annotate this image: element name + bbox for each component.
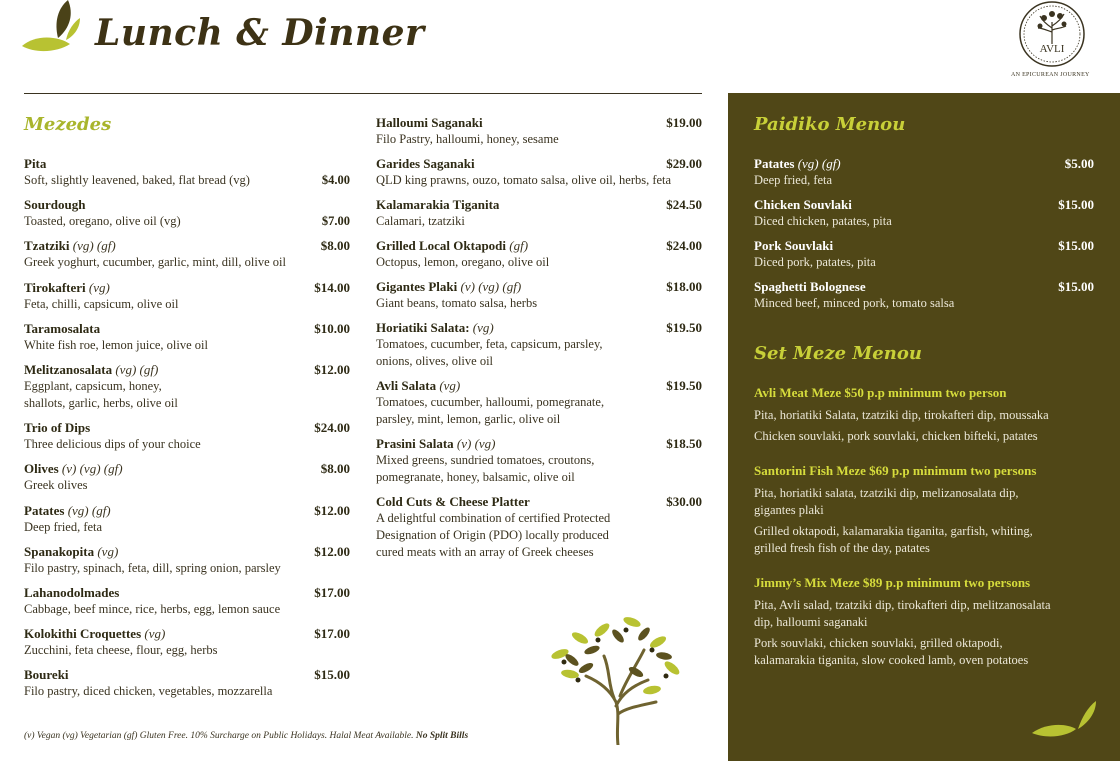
set-meze-item-title: Avli Meat Meze $50 p.p minimum two person — [754, 385, 1007, 400]
menu-item-name: Prasini Salata — [376, 436, 454, 451]
menu-item — [24, 667, 350, 700]
menu-item-name: Horiatiki Salata: — [376, 320, 470, 335]
menu-item-title — [24, 197, 85, 213]
menu-item-head — [376, 378, 702, 394]
menu-item-head — [24, 420, 350, 436]
set-meze-course — [754, 523, 1100, 557]
kids-menu-item-head — [754, 279, 1094, 295]
menu-item-desc: Three delicious dips of your choice — [24, 437, 201, 452]
menu-item-name: Cold Cuts & Cheese Platter — [376, 494, 530, 509]
menu-item-desc: Soft, slightly leavened, baked, flat bread (vg) — [24, 173, 250, 187]
menu-item — [376, 238, 702, 271]
menu-item-head — [24, 585, 350, 601]
dietary-tag: (v) (vg) — [456, 436, 496, 451]
kids-menu-item — [754, 197, 1094, 230]
menu-item-price: $30.00 — [666, 494, 702, 509]
kids-menu-item-desc: Diced chicken, patates, pita — [754, 214, 892, 228]
avli-brand-logo-icon — [1012, 0, 1092, 72]
menu-item-head — [24, 362, 350, 378]
menu-item-price: $18.50 — [666, 436, 702, 451]
footer-bold: No Split Bills — [415, 731, 469, 741]
dietary-tag: (vg) — [144, 626, 166, 642]
dietary-tag: (vg) — [88, 279, 110, 295]
menu-item-title — [24, 156, 46, 172]
menu-item-title — [376, 115, 483, 131]
set-meze-title: Set Meze Menou — [754, 343, 922, 364]
kids-menu-item-head — [754, 156, 1094, 172]
menu-item — [376, 494, 702, 561]
menu-item-head — [376, 156, 702, 172]
paidiko-title: Paidiko Menou — [754, 114, 906, 135]
menu-item-desc: Octopus, lemon, oregano, olive oil — [376, 255, 550, 269]
set-meze-course-line: kalamarakia tiganita, slow cooked lamb, oven potatoes — [754, 653, 1029, 667]
menu-item-name: Halloumi Saganaki — [376, 115, 483, 130]
set-meze-course — [754, 428, 1100, 445]
menu-item-name: Gigantes Plaki — [376, 279, 458, 294]
menu-item-price: $18.00 — [666, 279, 702, 294]
menu-item-head — [24, 667, 350, 683]
menu-item-price: $8.00 — [320, 461, 350, 477]
set-meze-course-line: dip, halloumi saganaki — [754, 615, 868, 629]
menu-item-desc-row — [24, 213, 350, 230]
dietary-tag: (vg) — [97, 543, 119, 559]
dietary-tag: (vg) (gf) — [115, 361, 159, 377]
menu-item-name: Melitzanosalata — [24, 361, 113, 377]
set-meze-item-title: Santorini Fish Meze $69 p.p minimum two persons — [754, 463, 1037, 478]
menu-item — [24, 321, 350, 354]
menu-item — [376, 320, 702, 370]
menu-item-name: Taramosalata — [24, 320, 101, 336]
menu-item-desc: pomegranate, honey, balsamic, olive oil — [376, 470, 575, 484]
dietary-tag: (vg) — [472, 320, 494, 335]
menu-item — [24, 362, 350, 412]
menu-item-name: Kalamarakia Tiganita — [376, 197, 500, 212]
menu-item-desc: Calamari, tzatziki — [376, 214, 465, 228]
menu-item-price: $15.00 — [314, 667, 350, 683]
menu-item-title — [24, 420, 90, 436]
kids-menu-item-title — [754, 279, 866, 295]
menu-item-head — [24, 461, 350, 477]
menu-item-name: Grilled Local Oktapodi — [376, 238, 507, 253]
kids-menu-item — [754, 279, 1094, 312]
set-meze-course-line: Chicken souvlaki, pork souvlaki, chicken bifteki, patates — [754, 429, 1038, 443]
page-title: Lunch & Dinner — [95, 12, 425, 54]
menu-item-desc: Deep fried, feta — [24, 519, 103, 534]
kids-menu-item — [754, 156, 1094, 189]
kids-menu-item-price: $5.00 — [1064, 156, 1094, 171]
menu-item — [24, 238, 350, 271]
menu-item-price: $24.50 — [666, 197, 702, 212]
menu-item-title — [376, 156, 475, 172]
olive-leaf-corner-icon — [1030, 697, 1100, 741]
menu-item-title — [24, 585, 119, 601]
menu-item-price: $4.00 — [321, 173, 350, 187]
menu-item-name: Tzatziki — [24, 238, 70, 254]
menu-item-title — [376, 238, 528, 254]
menu-item-head — [24, 544, 350, 560]
menu-item-title — [24, 461, 123, 477]
menu-item-head — [24, 280, 350, 296]
menu-item-title — [24, 544, 118, 560]
menu-item-title — [24, 626, 165, 642]
menu-item-title — [24, 321, 100, 337]
menu-item-desc: A delightful combination of certified Protected — [376, 511, 611, 525]
menu-item-desc: Greek olives — [24, 478, 88, 493]
mains-list — [376, 115, 702, 569]
olive-tree-icon — [540, 610, 690, 745]
brand-tagline: AN EPICUREAN JOURNEY — [1011, 72, 1090, 78]
menu-item-head — [24, 197, 350, 213]
menu-item — [24, 280, 350, 313]
menu-item-price: $12.00 — [314, 361, 350, 377]
menu-item-head — [376, 197, 702, 213]
menu-item — [376, 115, 702, 148]
menu-item-title — [24, 667, 69, 683]
menu-item — [24, 626, 350, 659]
set-meze-item — [754, 463, 1100, 557]
menu-item-head — [24, 156, 350, 172]
menu-item-title — [376, 197, 499, 213]
kids-menu-item-title — [754, 238, 833, 254]
footer-note — [24, 731, 468, 741]
dietary-tag: (vg) (gf) — [72, 238, 116, 254]
menu-item-title — [24, 362, 158, 378]
menu-item-price: $29.00 — [666, 156, 702, 171]
set-meze-course-line: Pita, horiatiki Salata, tzatziki dip, tirokafteri dip, moussaka — [754, 408, 1049, 422]
menu-item-price: $24.00 — [314, 420, 350, 436]
menu-item-desc: Greek yoghurt, cucumber, garlic, mint, dill, olive oil — [24, 255, 286, 270]
olive-leaf-logo-icon — [18, 0, 88, 60]
dietary-tag: (v) (vg) (gf) — [460, 279, 522, 294]
menu-item-price: $8.00 — [320, 238, 350, 254]
menu-item-name: Spanakopita — [24, 543, 95, 559]
menu-item-price: $19.50 — [666, 378, 702, 393]
set-meze-course — [754, 635, 1100, 669]
menu-item-desc: Filo pastry, diced chicken, vegetables, mozzarella — [24, 684, 273, 699]
menu-item — [24, 197, 350, 230]
brand-name: AVLI — [1039, 43, 1065, 55]
menu-item-price: $12.00 — [314, 543, 350, 559]
kids-menu-item-name: Patates — [754, 156, 795, 171]
menu-item-desc: Feta, chilli, capsicum, olive oil — [24, 296, 179, 311]
menu-item-desc: Tomatoes, cucumber, feta, capsicum, parsley, — [376, 337, 603, 351]
menu-item-title — [376, 320, 494, 336]
menu-item-head — [376, 436, 702, 452]
menu-item-desc: Filo Pastry, halloumi, honey, sesame — [376, 132, 559, 146]
header-divider — [24, 93, 702, 94]
set-meze-item-title: Jimmy’s Mix Meze $89 p.p minimum two persons — [754, 575, 1031, 590]
menu-item-desc-row — [24, 172, 350, 189]
menu-item-head — [24, 626, 350, 642]
menu-item-desc: shallots, garlic, herbs, olive oil — [24, 395, 178, 410]
menu-item-name: Olives — [24, 461, 59, 477]
menu-item-desc: Toasted, oregano, olive oil (vg) — [24, 214, 181, 229]
menu-item-price: $7.00 — [321, 214, 350, 229]
set-meze-course-line: Pita, horiatiki salata, tzatziki dip, melizanosalata dip, — [754, 486, 1019, 500]
menu-item-name: Garides Saganaki — [376, 156, 475, 171]
set-meze-course-line: Pita, Avli salad, tzatziki dip, tirokafteri dip, melitzanosalata — [754, 598, 1051, 612]
set-meze-item — [754, 385, 1100, 445]
dietary-tag: (vg) — [439, 378, 461, 393]
menu-item-desc: Zucchini, feta cheese, flour, egg, herbs — [24, 643, 218, 658]
menu-item-price: $12.00 — [314, 502, 350, 518]
footer-text: (v) Vegan (vg) Vegetarian (gf) Gluten Free. 10% Surcharge on Public Holidays. Halal Meat Available. — [24, 731, 414, 741]
menu-item-desc: Designation of Origin (PDO) locally produced — [376, 528, 609, 542]
menu-item-price: $17.00 — [314, 626, 350, 642]
set-meze-course-line: grilled fresh fish of the day, patates — [754, 541, 930, 555]
menu-item-title — [376, 279, 521, 295]
menu-item-desc: Mixed greens, sundried tomatoes, croutons, — [376, 453, 595, 467]
set-meze-course — [754, 597, 1100, 631]
menu-item-price: $14.00 — [314, 279, 350, 295]
set-meze-list — [754, 385, 1100, 687]
menu-item-name: Patates — [24, 502, 65, 518]
menu-item-title — [376, 494, 530, 510]
menu-item-price: $17.00 — [314, 584, 350, 600]
menu-item-price: $19.50 — [666, 320, 702, 335]
menu-item-desc: onions, olives, olive oil — [376, 354, 494, 368]
menu-item — [376, 279, 702, 312]
menu-item-name: Boureki — [24, 667, 69, 683]
kids-menu-item-head — [754, 238, 1094, 254]
menu-item-head — [24, 238, 350, 254]
mezedes-title: Mezedes — [24, 114, 112, 135]
menu-item-title — [24, 503, 111, 519]
menu-item-title — [376, 436, 496, 452]
menu-item-name: Lahanodolmades — [24, 584, 120, 600]
menu-item-head — [24, 503, 350, 519]
menu-item-name: Trio of Dips — [24, 420, 91, 436]
menu-item-name: Avli Salata — [376, 378, 437, 393]
menu-item — [24, 544, 350, 577]
kids-menu-item-name: Spaghetti Bolognese — [754, 279, 866, 294]
kids-menu-item-name: Chicken Souvlaki — [754, 197, 852, 212]
set-meze-course-line: gigantes plaki — [754, 503, 824, 517]
menu-item-name: Pita — [24, 156, 47, 171]
menu-item-desc: cured meats with an array of Greek cheeses — [376, 545, 594, 559]
kids-menu-item — [754, 238, 1094, 271]
menu-item — [24, 461, 350, 494]
dietary-tag: (v) (vg) (gf) — [61, 461, 123, 477]
menu-item-head — [376, 279, 702, 295]
menu-item-price: $10.00 — [314, 320, 350, 336]
menu-item — [376, 436, 702, 486]
menu-item-name: Sourdough — [24, 197, 86, 213]
menu-item — [376, 197, 702, 230]
menu-item — [24, 503, 350, 536]
menu-item-desc: Giant beans, tomato salsa, herbs — [376, 296, 538, 310]
menu-item-head — [24, 321, 350, 337]
mezedes-list — [24, 156, 350, 708]
kids-menu-item-head — [754, 197, 1094, 213]
menu-item-price: $24.00 — [666, 238, 702, 253]
kids-menu-item-desc: Diced pork, patates, pita — [754, 255, 876, 269]
menu-item-title — [24, 280, 110, 296]
menu-item-desc: parsley, mint, lemon, garlic, olive oil — [376, 412, 561, 426]
menu-item-head — [376, 238, 702, 254]
set-meze-item — [754, 575, 1100, 669]
dietary-tag: (vg) (gf) — [67, 502, 111, 518]
menu-item — [376, 156, 702, 189]
menu-item — [376, 378, 702, 428]
menu-item-desc: Cabbage, beef mince, rice, herbs, egg, lemon sauce — [24, 601, 281, 616]
kids-menu-item-desc: Minced beef, minced pork, tomato salsa — [754, 296, 955, 310]
menu-item-desc: Eggplant, capsicum, honey, — [24, 378, 162, 393]
menu-item — [24, 156, 350, 189]
kids-menu-item-price: $15.00 — [1058, 279, 1094, 294]
menu-item-head — [376, 494, 702, 510]
kids-menu-item-price: $15.00 — [1058, 197, 1094, 212]
kids-menu-item-title — [754, 197, 852, 213]
kids-menu-item-price: $15.00 — [1058, 238, 1094, 253]
set-meze-course — [754, 485, 1100, 519]
kids-menu-item-desc: Deep fried, feta — [754, 173, 833, 187]
menu-item-name: Kolokithi Croquettes — [24, 626, 142, 642]
menu-item-desc: Filo pastry, spinach, feta, dill, spring onion, parsley — [24, 560, 281, 575]
kids-menu-item-name: Pork Souvlaki — [754, 238, 834, 253]
right-panel — [728, 93, 1120, 761]
menu-item-name: Tirokafteri — [24, 279, 86, 295]
menu-item-desc: Tomatoes, cucumber, halloumi, pomegranate, — [376, 395, 605, 409]
menu-item-head — [376, 115, 702, 131]
menu-item — [24, 420, 350, 453]
menu-item-title — [376, 378, 460, 394]
menu-item-desc: White fish roe, lemon juice, olive oil — [24, 337, 208, 352]
set-meze-course-line: Pork souvlaki, chicken souvlaki, grilled oktapodi, — [754, 636, 1003, 650]
menu-item-head — [376, 320, 702, 336]
menu-item-title — [24, 238, 116, 254]
set-meze-course-line: Grilled oktapodi, kalamarakia tiganita, garfish, whiting, — [754, 524, 1033, 538]
menu-item-desc: QLD king prawns, ouzo, tomato salsa, olive oil, herbs, feta — [376, 173, 672, 187]
kids-menu-item-title — [754, 156, 841, 172]
paidiko-list — [754, 156, 1094, 320]
dietary-tag: (gf) — [509, 238, 529, 253]
menu-item-price: $19.00 — [666, 115, 702, 130]
set-meze-course — [754, 407, 1100, 424]
menu-item — [24, 585, 350, 618]
dietary-tag: (vg) (gf) — [797, 156, 841, 171]
